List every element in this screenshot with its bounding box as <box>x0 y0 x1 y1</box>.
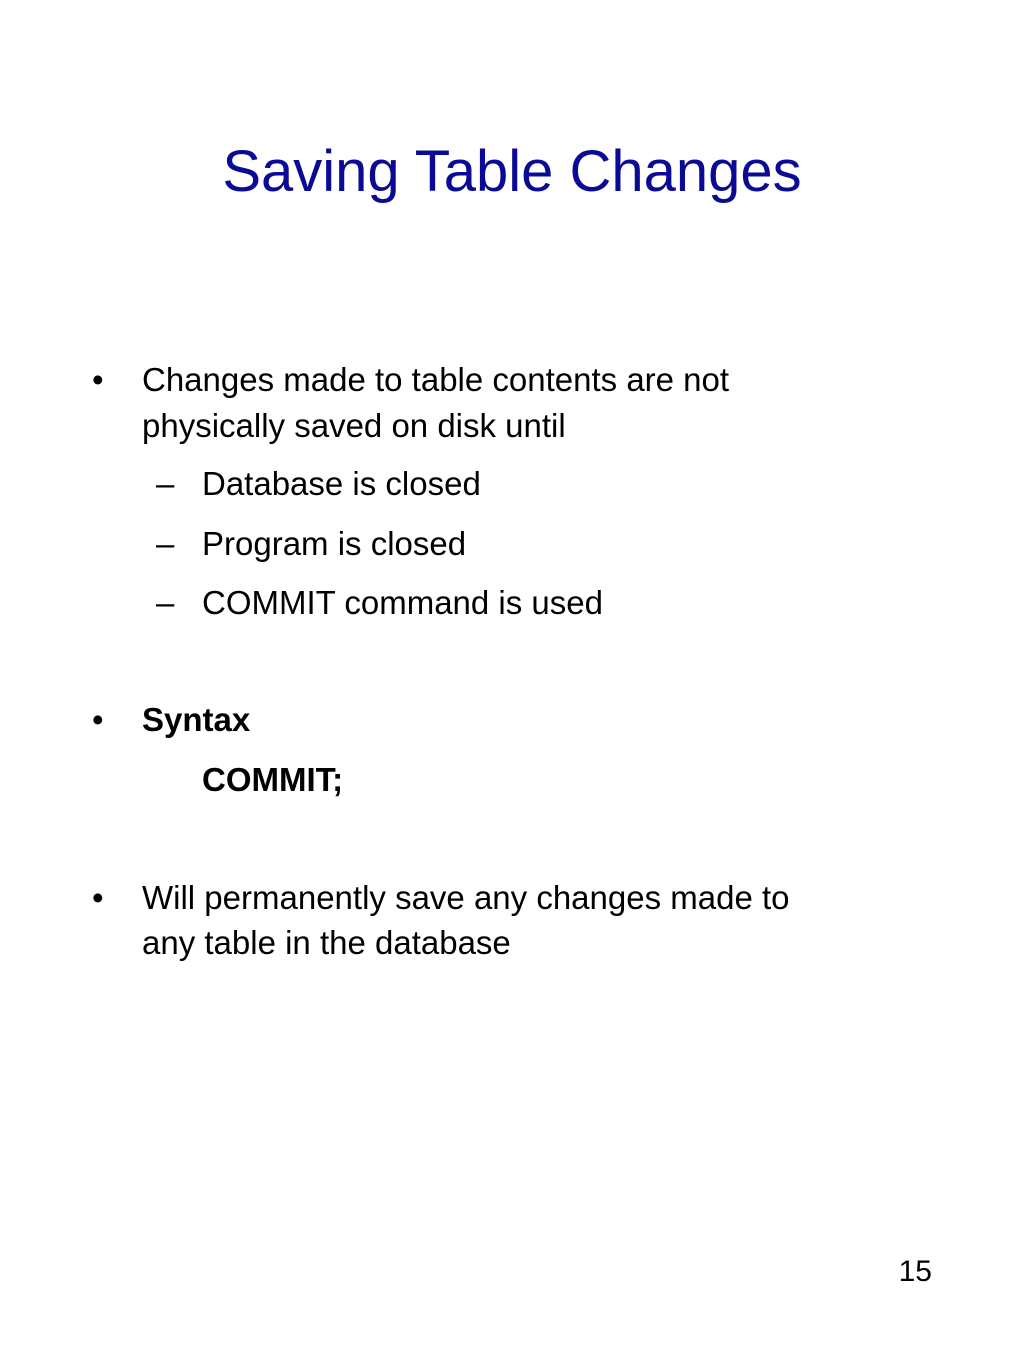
bullet-marker: • <box>92 879 104 916</box>
subitem-text: COMMIT command is used <box>202 584 603 621</box>
syntax-label: Syntax <box>142 701 251 738</box>
subitem-marker: – <box>156 584 175 621</box>
subitem-marker: – <box>156 525 175 562</box>
bullet-marker: • <box>92 361 104 398</box>
page-number: 15 <box>898 1255 932 1288</box>
subitem-marker: – <box>156 465 175 502</box>
bullet-text-line: any table in the database <box>142 924 511 961</box>
subitem-text: Program is closed <box>202 525 467 562</box>
code-snippet: COMMIT; <box>202 761 344 798</box>
bullet-text-line: Changes made to table contents are not <box>142 361 730 398</box>
bullet-marker: • <box>92 701 104 738</box>
slide-title: Saving Table Changes <box>222 139 802 204</box>
bullet-text-line: physically saved on disk until <box>142 407 566 444</box>
bullet-text-line: Will permanently save any changes made to <box>142 879 790 916</box>
subitem-text: Database is closed <box>202 465 481 502</box>
